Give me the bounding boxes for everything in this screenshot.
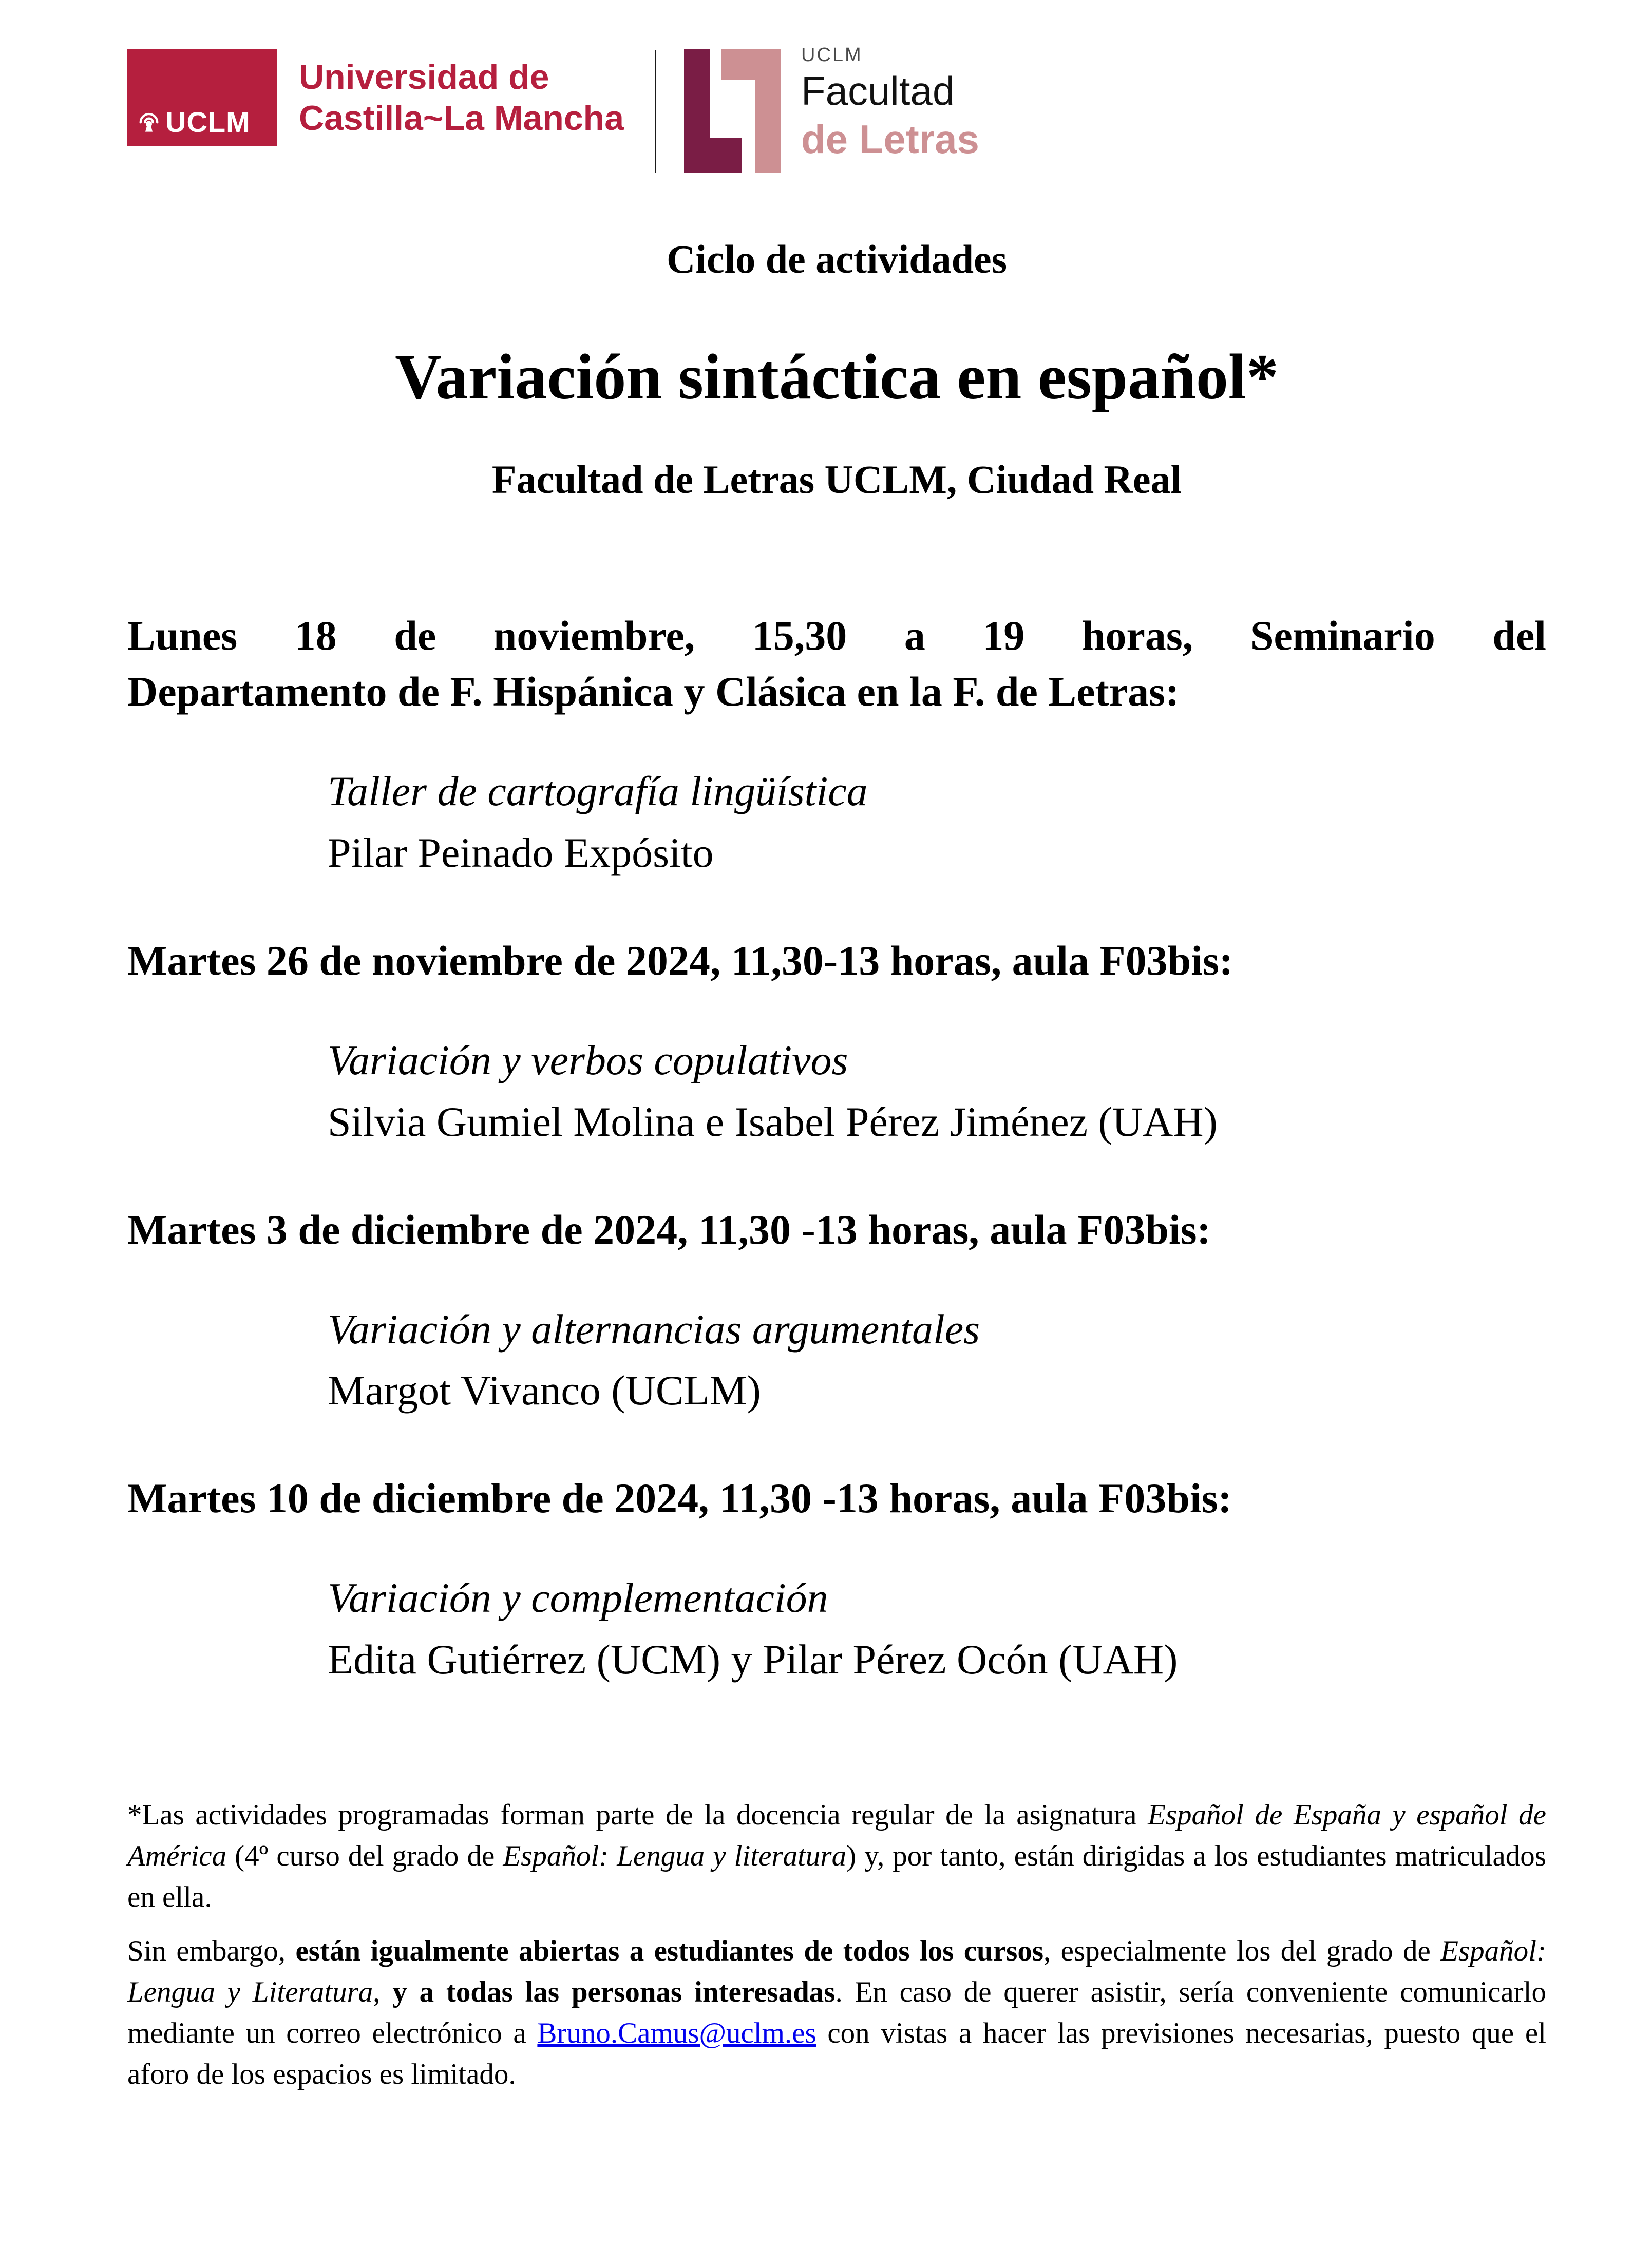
talk-title: Variación y complementación [328,1574,828,1622]
event-heading [127,607,1546,720]
event-heading-line: Lunes 18 de noviembre, 15,30 a 19 horas, Seminario del [127,612,1546,659]
events-list [127,607,1546,1688]
uclm-acronym: UCLM [165,106,251,138]
letras-name-line2: de Letras [801,116,979,162]
talk-title: Taller de cartografía lingüística [328,768,868,815]
talk-title: Variación y alternancias argumentales [328,1305,980,1353]
footnote-paragraph-2 [127,1931,1546,2095]
talk-title: Variación y verbos copulativos [328,1036,848,1083]
letras-name-line1: Facultad [801,68,955,113]
footnote-text-segment: , especialmente los del grado de [1043,1935,1441,1968]
footnote-paragraph-1 [127,1795,1546,1917]
footnote-bold-segment: están igualmente abiertas a estudiantes de todos los cursos [295,1935,1044,1968]
footnote-text-segment: , [373,1976,393,2009]
footnote-text-segment: ) y, por tanto, están dirigidas a los estudiantes matriculados en ella. [127,1839,1546,1913]
uclm-wordmark-line2: Castilla~La Mancha [299,99,624,138]
series-kicker: Ciclo de actividades [667,237,1007,281]
footnote-text-segment: *Las actividades programadas forman parte de la docencia regular de la asignatura [127,1798,1148,1831]
event-heading-line: Departamento de F. Hispánica y Clásica en la F. de Letras: [127,668,1180,715]
facultad-letras-logo-mark [684,49,782,173]
footnote-italic-segment: Español de España y español de América [127,1798,1546,1872]
event-heading [127,1202,1546,1258]
event-heading [127,1470,1546,1527]
event-item [127,1470,1546,1688]
uclm-logo [127,49,624,146]
footnote [127,1795,1546,2095]
footnote-text-segment: con vistas a hacer las previsiones necesarias, puesto que el aforo de los espacios es limitado. [127,2016,1546,2090]
talk-speakers: Edita Gutiérrez (UCM) y Pilar Pérez Ocón (UAH) [328,1636,1178,1683]
footnote-text-segment: . En caso de querer asistir, sería conveniente comunicarlo mediante un correo electrónico a [127,1976,1546,2049]
event-item [127,1202,1546,1419]
talk-speakers: Silvia Gumiel Molina e Isabel Pérez Jiménez (UAH) [328,1098,1218,1145]
event-heading [127,932,1546,989]
uclm-emblem-icon [136,107,162,137]
letras-uclm-label: UCLM [801,44,863,66]
footnote-text-segment: (4º curso del grado de [226,1839,503,1872]
uclm-logo-box [127,49,277,146]
talk-speakers: Pilar Peinado Expósito [328,829,714,877]
contact-email-link[interactable]: Bruno.Camus@uclm.es [537,2016,816,2049]
footnote-italic-segment: Español: Lengua y Literatura [127,1935,1546,2009]
header-logos [127,44,1546,173]
facultad-letras-logo [684,44,979,173]
logo-divider [655,50,656,173]
page-title: Variación sintáctica en español* [395,341,1279,413]
footnote-bold-segment: y a todas las personas interesadas [392,1976,836,2009]
uclm-wordmark [299,56,624,146]
footnote-italic-segment: Español: Lengua y literatura [503,1839,847,1872]
event-item [127,932,1546,1150]
subtitle: Facultad de Letras UCLM, Ciudad Real [491,457,1182,502]
footnote-text-segment: Sin embargo, [127,1935,296,1968]
event-heading-line: Martes 10 de diciembre de 2024, 11,30 -13 horas, aula F03bis: [127,1475,1232,1522]
uclm-wordmark-line1: Universidad de [299,58,549,97]
event-heading-line: Martes 3 de diciembre de 2024, 11,30 -13 horas, aula F03bis: [127,1206,1211,1253]
talk-speakers: Margot Vivanco (UCLM) [328,1367,761,1414]
facultad-letras-logo-text [801,44,979,173]
event-item [127,607,1546,882]
event-heading-line: Martes 26 de noviembre de 2024, 11,30-13 horas, aula F03bis: [127,937,1233,984]
